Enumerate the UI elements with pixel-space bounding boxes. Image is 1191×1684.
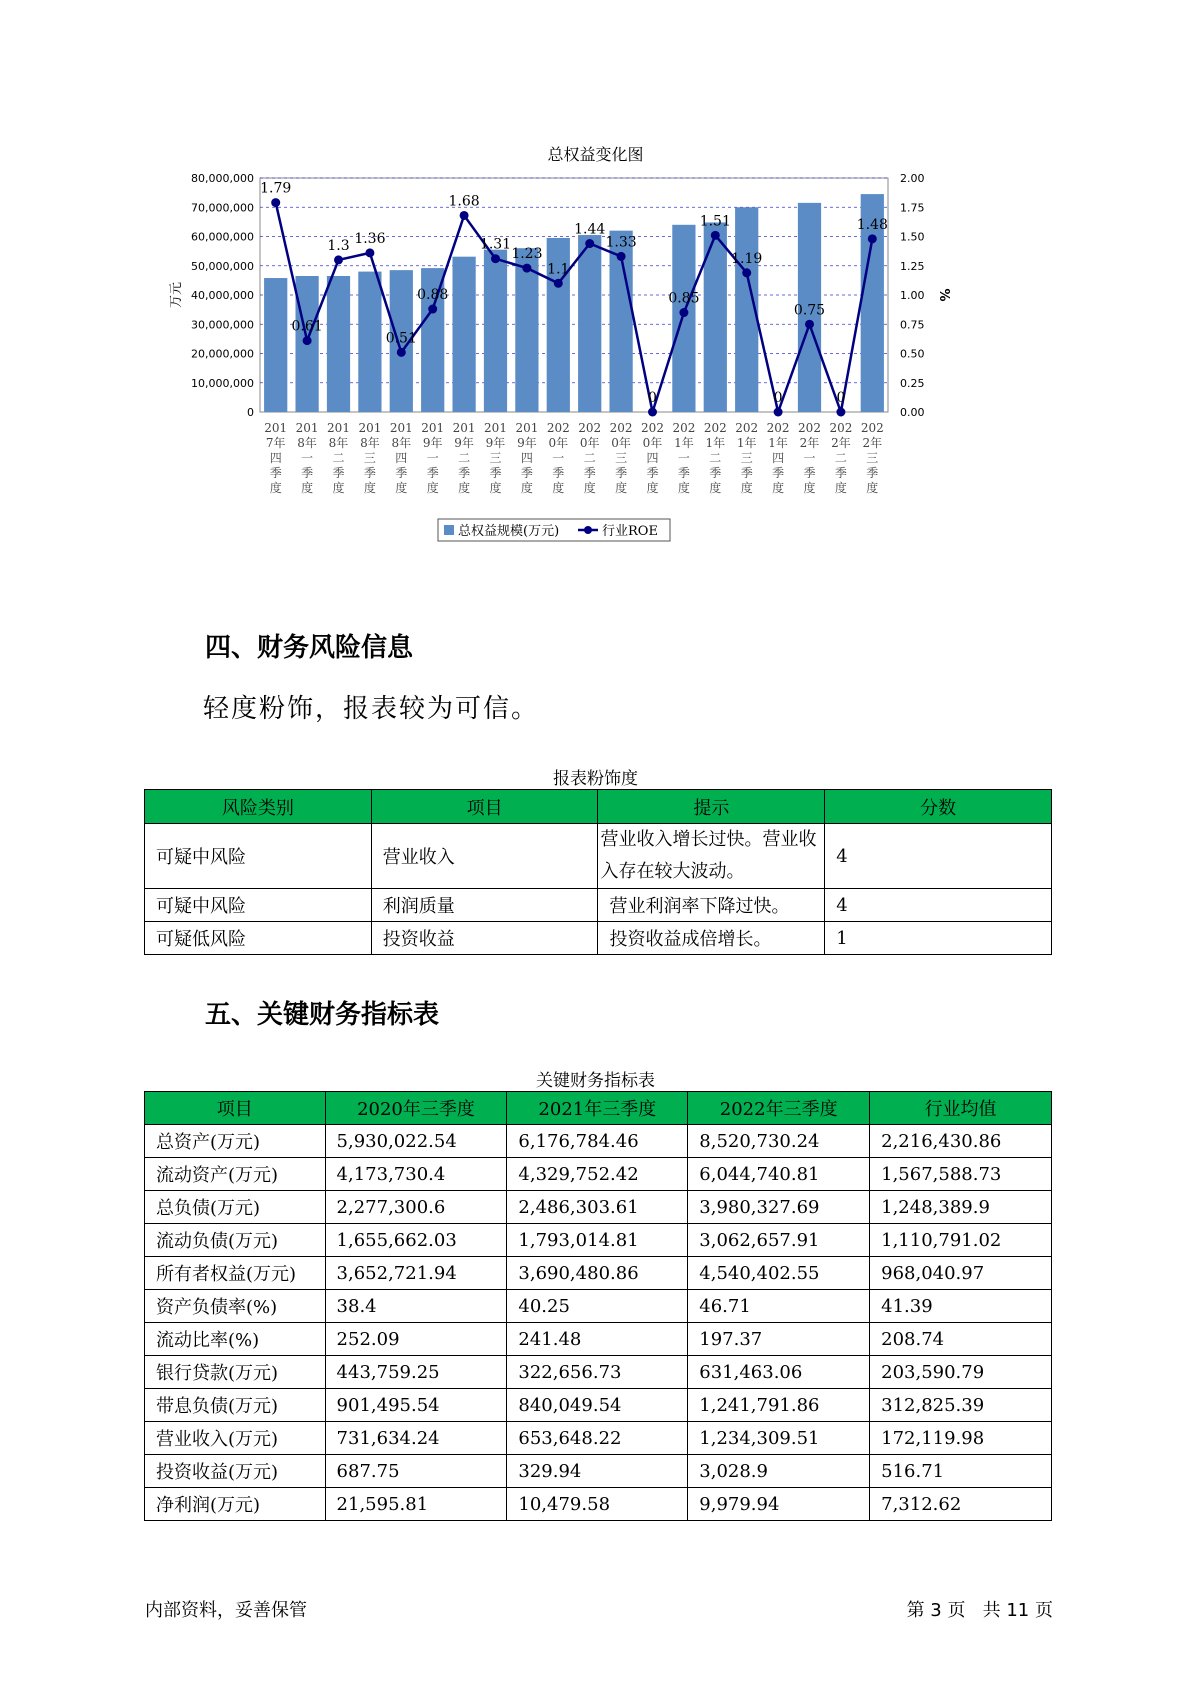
risk-score: 4	[825, 824, 1052, 889]
kpi-item-label: 流动负债(万元)	[145, 1224, 326, 1257]
x-tick-label: 202 0年二季度	[578, 421, 602, 495]
bar	[264, 278, 287, 412]
kpi-value: 312,825.39	[870, 1389, 1052, 1422]
kpi-value: 7,312.62	[870, 1488, 1052, 1521]
roe-data-label: 1.79	[260, 180, 292, 197]
risk-item: 投资收益	[371, 922, 598, 955]
kpi-item-label: 总负债(万元)	[145, 1191, 326, 1224]
kpi-value: 968,040.97	[870, 1257, 1052, 1290]
roe-data-label: 1.51	[699, 213, 731, 230]
table-row	[145, 824, 1052, 889]
table-row	[145, 1125, 1052, 1158]
table-row	[145, 922, 1052, 955]
whitewash-table-caption: 报表粉饰度	[553, 769, 638, 789]
roe-point	[617, 252, 626, 261]
kpi-value: 4,329,752.42	[507, 1158, 688, 1191]
x-tick-label: 202 0年四季度	[641, 421, 664, 495]
kpi-item-label: 资产负债率(%)	[145, 1290, 326, 1323]
kpi-value: 329.94	[507, 1455, 688, 1488]
table-row	[145, 1257, 1052, 1290]
risk-header-score: 分数	[825, 790, 1052, 824]
risk-summary: 轻度粉饰，报表较为可信。	[203, 694, 540, 724]
table-row	[145, 1356, 1052, 1389]
legend-line-label: 行业ROE	[602, 524, 658, 539]
y-tick-label: 80,000,000	[191, 172, 254, 185]
kpi-header-industry-avg: 行业均值	[870, 1092, 1052, 1125]
roe-data-label: 1.23	[511, 246, 543, 263]
roe-data-label: 0	[648, 390, 657, 406]
kpi-value: 203,590.79	[870, 1356, 1052, 1389]
bar	[452, 257, 475, 412]
kpi-item-label: 带息负债(万元)	[145, 1389, 326, 1422]
roe-data-label: 1.68	[448, 193, 480, 210]
y-tick-label: 30,000,000	[191, 318, 254, 332]
x-tick-label: 202 2年二季度	[829, 421, 853, 495]
roe-data-label: 0.61	[291, 318, 323, 335]
kpi-item-label: 所有者权益(万元)	[145, 1257, 326, 1290]
kpi-value: 6,176,784.46	[507, 1125, 688, 1158]
roe-point	[585, 239, 594, 248]
x-tick-label: 202 1年四季度	[766, 421, 790, 495]
y2-tick-label: 1.75	[900, 201, 925, 215]
bar	[358, 272, 381, 412]
kpi-value: 443,759.25	[325, 1356, 507, 1389]
table-row	[145, 1290, 1052, 1323]
roe-data-label: 1.3	[327, 237, 350, 254]
table-row	[145, 1323, 1052, 1356]
kpi-value: 40.25	[507, 1290, 688, 1323]
roe-point	[522, 264, 531, 273]
table-row	[145, 1389, 1052, 1422]
kpi-value: 197.37	[688, 1323, 870, 1356]
kpi-value: 21,595.81	[325, 1488, 507, 1521]
roe-point	[491, 254, 500, 263]
risk-header-item: 项目	[371, 790, 598, 824]
risk-hint: 营业利润率下降过快。	[598, 889, 825, 922]
kpi-value: 1,655,662.03	[325, 1224, 507, 1257]
footer-confidential: 内部资料，妥善保管	[145, 1600, 307, 1621]
kpi-value: 731,634.24	[325, 1422, 507, 1455]
kpi-value: 3,062,657.91	[688, 1224, 870, 1257]
kpi-value: 3,980,327.69	[688, 1191, 870, 1224]
roe-data-label: 1.19	[731, 250, 763, 267]
table-row	[145, 1158, 1052, 1191]
kpi-value: 5,930,022.54	[325, 1125, 507, 1158]
table-row	[145, 889, 1052, 922]
roe-data-label: 0.51	[385, 330, 417, 347]
risk-item: 利润质量	[371, 889, 598, 922]
indicator-table	[144, 1091, 1052, 1521]
kpi-header-2020: 2020年三季度	[325, 1092, 507, 1125]
kpi-value: 4,540,402.55	[688, 1257, 870, 1290]
section-heading-key-indicators: 五、关键财务指标表	[205, 1000, 440, 1030]
roe-data-label: 0	[773, 390, 783, 406]
risk-header-category: 风险类别	[145, 790, 372, 824]
risk-hint: 营业收入增长过快。营业收入存在较大波动。	[598, 824, 825, 889]
equity-chart	[160, 170, 1040, 590]
kpi-value: 208.74	[870, 1323, 1052, 1356]
roe-point	[303, 336, 312, 345]
roe-point	[365, 248, 374, 257]
table-row	[145, 1224, 1052, 1257]
kpi-item-label: 银行贷款(万元)	[145, 1356, 326, 1389]
y-tick-label: 60,000,000	[191, 230, 254, 244]
kpi-value: 1,567,588.73	[870, 1158, 1052, 1191]
kpi-value: 322,656.73	[507, 1356, 688, 1389]
kpi-header-2022: 2022年三季度	[688, 1092, 870, 1125]
y2-tick-label: 0.50	[900, 347, 925, 361]
x-tick-label: 202 1年一季度	[672, 421, 696, 495]
y-tick-label: 20,000,000	[191, 347, 254, 361]
kpi-value: 2,216,430.86	[870, 1125, 1052, 1158]
legend-bar-swatch	[444, 525, 454, 535]
kpi-value: 38.4	[325, 1290, 507, 1323]
x-tick-label: 202 2年一季度	[798, 421, 821, 495]
roe-data-label: 1.44	[574, 221, 606, 238]
kpi-value: 1,793,014.81	[507, 1224, 688, 1257]
kpi-value: 41.39	[870, 1290, 1052, 1323]
legend-line-marker	[584, 526, 592, 534]
kpi-item-label: 流动资产(万元)	[145, 1158, 326, 1191]
kpi-item-label: 总资产(万元)	[145, 1125, 326, 1158]
roe-data-label: 1.48	[856, 216, 888, 233]
y2-tick-label: 0.00	[900, 406, 925, 419]
roe-point	[679, 308, 688, 317]
kpi-value: 3,028.9	[688, 1455, 870, 1488]
kpi-value: 901,495.54	[325, 1389, 507, 1422]
table-row	[145, 1422, 1052, 1455]
kpi-value: 4,173,730.4	[325, 1158, 507, 1191]
roe-point	[271, 198, 280, 207]
roe-point	[334, 255, 343, 264]
roe-point	[648, 408, 657, 417]
y-tick-label: 40,000,000	[191, 289, 254, 302]
kpi-item-label: 净利润(万元)	[145, 1488, 326, 1521]
legend-bar-label: 总权益规模(万元)	[458, 524, 560, 539]
kpi-value: 2,486,303.61	[507, 1191, 688, 1224]
kpi-header-item: 项目	[145, 1092, 326, 1125]
roe-point	[868, 234, 877, 243]
roe-data-label: 1.33	[605, 234, 637, 251]
kpi-value: 172,119.98	[870, 1422, 1052, 1455]
roe-point	[397, 348, 406, 357]
y-tick-label: 0	[247, 406, 254, 419]
roe-data-label: 0	[836, 390, 846, 406]
x-tick-label: 201 9年三季度	[484, 421, 507, 495]
risk-category: 可疑中风险	[145, 824, 372, 889]
roe-point	[554, 279, 563, 288]
bar	[484, 250, 507, 412]
chart-title: 总权益变化图	[547, 145, 644, 164]
kpi-value: 2,277,300.6	[325, 1191, 507, 1224]
x-tick-label: 201 8年二季度	[327, 421, 350, 495]
x-tick-label: 201 8年一季度	[295, 421, 319, 495]
kpi-value: 687.75	[325, 1455, 507, 1488]
risk-item: 营业收入	[371, 824, 598, 889]
kpi-value: 10,479.58	[507, 1488, 688, 1521]
x-tick-label: 202 1年二季度	[703, 421, 727, 495]
kpi-header-2021: 2021年三季度	[507, 1092, 688, 1125]
footer-page-number: 第 3 页 共 11 页	[906, 1600, 1053, 1621]
kpi-item-label: 营业收入(万元)	[145, 1422, 326, 1455]
risk-category: 可疑低风险	[145, 922, 372, 955]
roe-data-label: 1.31	[479, 236, 512, 253]
kpi-value: 840,049.54	[507, 1389, 688, 1422]
kpi-value: 9,979.94	[688, 1488, 870, 1521]
kpi-value: 1,241,791.86	[688, 1389, 870, 1422]
y2-tick-label: 1.50	[900, 230, 925, 244]
kpi-value: 631,463.06	[688, 1356, 870, 1389]
kpi-value: 241.48	[507, 1323, 688, 1356]
y-tick-label: 70,000,000	[191, 201, 254, 215]
kpi-value: 1,248,389.9	[870, 1191, 1052, 1224]
risk-header-hint: 提示	[598, 790, 825, 824]
y-tick-label: 10,000,000	[191, 376, 254, 390]
kpi-value: 516.71	[870, 1455, 1052, 1488]
x-tick-label: 202 0年三季度	[609, 421, 633, 495]
risk-category: 可疑中风险	[145, 889, 372, 922]
x-tick-label: 202 1年三季度	[735, 421, 759, 495]
x-tick-label: 201 9年四季度	[515, 421, 539, 495]
table-row	[145, 1455, 1052, 1488]
x-tick-label: 201 7年四季度	[264, 421, 288, 495]
y-axis-label: 万元	[169, 281, 184, 309]
bar	[578, 235, 601, 412]
kpi-value: 653,648.22	[507, 1422, 688, 1455]
table-row	[145, 1488, 1052, 1521]
roe-point	[836, 408, 845, 417]
roe-point	[428, 305, 437, 314]
risk-score: 1	[825, 922, 1052, 955]
indicator-table-caption: 关键财务指标表	[536, 1071, 655, 1091]
kpi-value: 1,110,791.02	[870, 1224, 1052, 1257]
x-tick-label: 201 8年三季度	[358, 421, 382, 495]
bar	[672, 225, 695, 412]
kpi-value: 3,690,480.86	[507, 1257, 688, 1290]
x-tick-label: 202 0年一季度	[546, 421, 570, 495]
y2-axis-label: %	[936, 288, 951, 302]
y2-tick-label: 1.25	[900, 259, 925, 273]
x-tick-label: 201 9年一季度	[421, 421, 445, 495]
table-row	[145, 1191, 1052, 1224]
roe-point	[711, 231, 720, 240]
kpi-value: 8,520,730.24	[688, 1125, 870, 1158]
x-tick-label: 201 8年四季度	[389, 421, 413, 495]
risk-hint: 投资收益成倍增长。	[598, 922, 825, 955]
kpi-item-label: 投资收益(万元)	[145, 1455, 326, 1488]
y-tick-label: 50,000,000	[191, 259, 254, 273]
roe-data-label: 1.1	[547, 261, 570, 278]
roe-point	[805, 320, 814, 329]
x-tick-label: 202 2年三季度	[860, 421, 884, 495]
section-heading-financial-risk: 四、财务风险信息	[205, 633, 414, 663]
roe-point	[742, 268, 751, 277]
x-tick-label: 201 9年二季度	[452, 421, 476, 495]
roe-data-label: 0.85	[668, 290, 700, 307]
bar	[704, 222, 727, 412]
kpi-value: 6,044,740.81	[688, 1158, 870, 1191]
kpi-value: 252.09	[325, 1323, 507, 1356]
kpi-value: 1,234,309.51	[688, 1422, 870, 1455]
kpi-value: 3,652,721.94	[325, 1257, 507, 1290]
roe-point	[774, 408, 783, 417]
roe-data-label: 0.88	[417, 287, 449, 304]
kpi-value: 46.71	[688, 1290, 870, 1323]
y2-tick-label: 2.00	[900, 172, 925, 185]
bar	[327, 276, 350, 412]
y2-tick-label: 0.75	[900, 318, 925, 332]
roe-point	[460, 211, 469, 220]
y2-tick-label: 0.25	[900, 376, 925, 390]
risk-score: 4	[825, 889, 1052, 922]
y2-tick-label: 1.00	[900, 289, 925, 302]
roe-data-label: 0.75	[793, 302, 826, 319]
whitewash-table	[144, 789, 1052, 955]
kpi-item-label: 流动比率(%)	[145, 1323, 326, 1356]
roe-data-label: 1.36	[354, 230, 386, 247]
